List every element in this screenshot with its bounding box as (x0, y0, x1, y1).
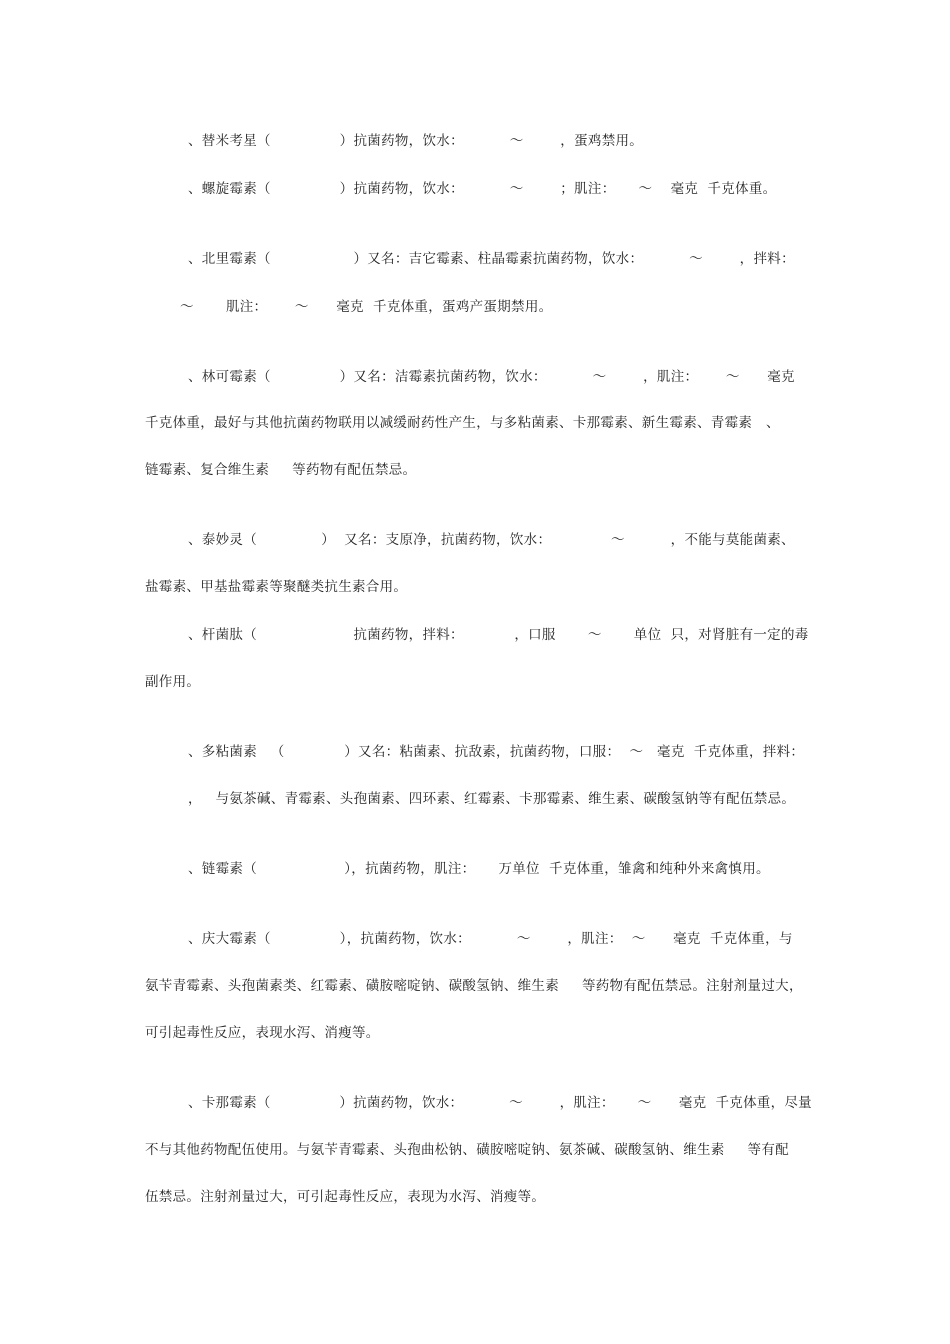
entry-tiamulin-line-1: 、泰妙灵（ ） 又名：支原净，抗菌药物，饮水： ～ ，不能与莫能菌素、 (188, 532, 795, 548)
entry-colistin-line-1: 、多粘菌素 （ ）又名：粘菌素、抗敌素，抗菌药物，口服： ～ 毫克 千克体重，拌料： (188, 744, 805, 760)
entry-spiramycin-line-1: 、螺旋霉素（ ）抗菌药物，饮水： ～ ；肌注： ～ 毫克 千克体重。 (188, 181, 777, 197)
entry-kitasamycin-line-2: ～ 肌注： ～ 毫克 千克体重，蛋鸡产蛋期禁用。 (180, 299, 553, 315)
entry-lincomycin-line-1: 、林可霉素（ ）又名：洁霉素抗菌药物，饮水： ～ ，肌注： ～ 毫克 (188, 369, 795, 385)
entry-colistin-line-2: ， 与氨茶碱、青霉素、头孢菌素、四环素、红霉素、卡那霉素、维生素、碳酸氢钠等有配伍禁忌。 (188, 791, 796, 807)
entry-kanamycin-line-3: 伍禁忌。注射剂量过大，可引起毒性反应，表现为水泻、消瘦等。 (145, 1189, 546, 1205)
entry-gentamicin-line-2: 氨苄青霉素、头孢菌素类、红霉素、磺胺嘧啶钠、碳酸氢钠、维生素 等药物有配伍禁忌。注射剂量过大， (145, 978, 803, 994)
entry-lincomycin-line-2: 千克体重，最好与其他抗菌药物联用以减缓耐药性产生，与多粘菌素、卡那霉素、新生霉素、青霉素 、 (145, 415, 780, 431)
entry-tilmicosin-line-1: 、替米考星（ ）抗菌药物，饮水： ～ ，蛋鸡禁用。 (188, 133, 644, 149)
entry-gentamicin-line-1: 、庆大霉素（ ），抗菌药物，饮水： ～ ，肌注： ～ 毫克 千克体重，与 (188, 931, 793, 947)
entry-tiamulin-line-2: 盐霉素、甲基盐霉素等聚醚类抗生素合用。 (145, 579, 408, 595)
entry-kitasamycin-line-1: 、北里霉素（ ）又名：吉它霉素、柱晶霉素抗菌药物，饮水： ～ ，拌料： (188, 251, 795, 267)
entry-gentamicin-line-3: 可引起毒性反应，表现水泻、消瘦等。 (145, 1025, 380, 1041)
entry-kanamycin-line-2: 不与其他药物配伍使用。与氨苄青霉素、头孢曲松钠、磺胺嘧啶钠、氨茶碱、碳酸氢钠、维生素 等有配 (145, 1142, 789, 1158)
entry-lincomycin-line-3: 链霉素、复合维生素 等药物有配伍禁忌。 (145, 462, 417, 478)
entry-kanamycin-line-1: 、卡那霉素（ ）抗菌药物，饮水： ～ ，肌注： ～ 毫克 千克体重，尽量 (188, 1095, 812, 1111)
entry-bacitracin-line-1: 、杆菌肽（ 抗菌药物，拌料： ，口服 ～ 单位 只，对肾脏有一定的毒 (188, 627, 809, 643)
entry-bacitracin-line-2: 副作用。 (145, 674, 201, 690)
entry-streptomycin-line-1: 、链霉素（ ），抗菌药物，肌注： 万单位 千克体重，雏禽和纯种外来禽慎用。 (188, 861, 770, 877)
